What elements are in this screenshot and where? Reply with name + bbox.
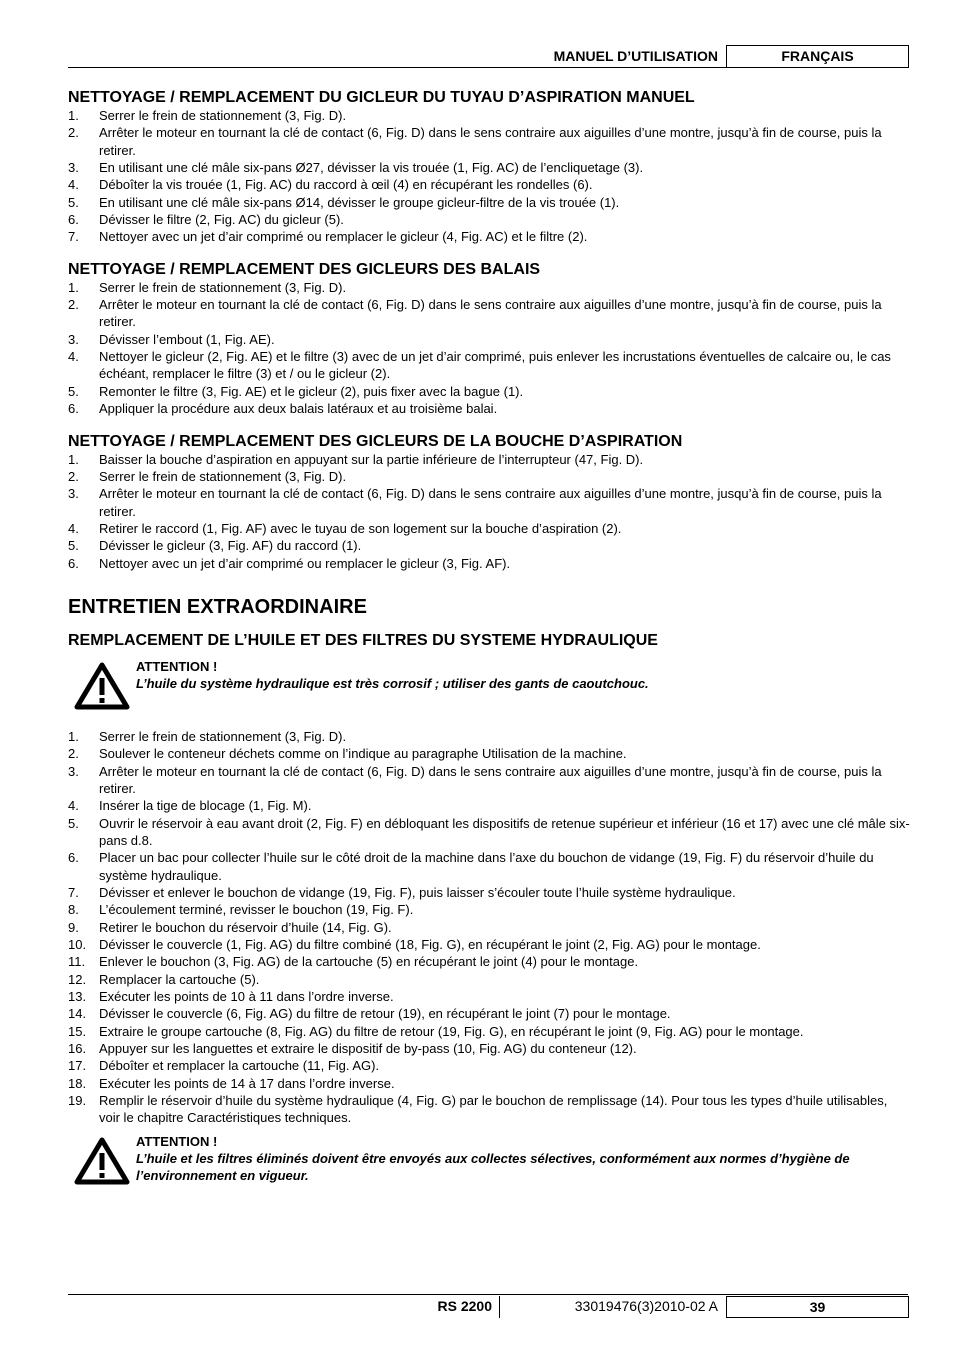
step-text: Arrêter le moteur en tournant la clé de contact (6, Fig. D) dans le sens contraire aux aiguilles d’une montre, jusqu’à fin de course, puis la retirer. [99, 763, 882, 796]
step-text: Serrer le frein de stationnement (3, Fig. D). [99, 279, 347, 295]
step-number: 3. [68, 331, 79, 347]
step-text: Dévisser le couvercle (1, Fig. AG) du filtre combiné (18, Fig. G), en récupérant le joint (2, Fig. AG) pour le montage. [99, 937, 761, 953]
step-number: 5. [68, 815, 79, 831]
step-number: 18. [68, 1075, 87, 1091]
step-text: Dévisser le filtre (2, Fig. AC) du gicleur (5). [99, 212, 344, 228]
step-text: Serrer le frein de stationnement (3, Fig. D). [99, 728, 347, 744]
list-item [68, 537, 910, 554]
step-text: Dévisser le couvercle (6, Fig. AG) du filtre de retour (19), en récupérant le joint (7) pour le montage. [99, 1006, 671, 1022]
list-item [68, 485, 910, 520]
step-number: 14. [68, 1006, 87, 1022]
step-text: Appuyer sur les languettes et extraire le dispositif de by-pass (10, Fig. AG) du conteneur (12). [99, 1041, 637, 1057]
list-item [68, 988, 910, 1005]
step-number: 1. [68, 279, 79, 295]
list-item [68, 228, 910, 245]
warning-text: L’huile et les filtres éliminés doivent être envoyés aux collectes sélectives, conformément aux normes d’hygiène de l’environnement en vigueur. [136, 1150, 850, 1184]
step-text: Ouvrir le réservoir à eau avant droit (2, Fig. F) en débloquant les dispositifs de retenue supérieur et inférieur (16 et 17) avec une clé mâle six-pans d.8. [99, 815, 910, 848]
step-text: Remplacer la cartouche (5). [99, 971, 260, 987]
step-number: 6. [68, 850, 79, 866]
warning-triangle-icon [74, 1137, 130, 1185]
list-item [68, 555, 910, 572]
warning-text: L’huile du système hydraulique est très corrosif ; utiliser des gants de caoutchouc. [136, 675, 649, 691]
step-number: 3. [68, 763, 79, 779]
step-list [68, 728, 910, 1127]
warning-title: ATTENTION ! [136, 1133, 218, 1149]
step-text: Baisser la bouche d’aspiration en appuyant sur la partie inférieure de l’interrupteur (47, Fig. D). [99, 451, 644, 467]
step-number: 5. [68, 194, 79, 210]
list-item [68, 797, 910, 814]
list-item [68, 953, 910, 970]
list-item [68, 520, 910, 537]
list-item [68, 279, 910, 296]
step-text: En utilisant une clé mâle six-pans Ø27, dévisser la vis trouée (1, Fig. AC) de l’encliquetage (3). [99, 160, 644, 176]
step-number: 5. [68, 538, 79, 554]
step-number: 1. [68, 108, 79, 123]
step-text: Serrer le frein de stationnement (3, Fig. D). [99, 468, 347, 484]
list-item [68, 919, 910, 936]
list-item [68, 124, 910, 159]
step-list [68, 451, 910, 572]
step-text: Remonter le filtre (3, Fig. AE) et le gicleur (2), puis fixer avec la bague (1). [99, 383, 524, 399]
list-item [68, 745, 910, 762]
step-text: Retirer le raccord (1, Fig. AF) avec le tuyau de son logement sur la bouche d’aspiration (2). [99, 520, 622, 536]
header-language: FRANÇAIS [726, 45, 909, 68]
step-number: 2. [68, 297, 79, 313]
step-text: Arrêter le moteur en tournant la clé de contact (6, Fig. D) dans le sens contraire aux aiguilles d’une montre, jusqu’à fin de course, puis la retirer. [99, 486, 882, 519]
section-title: NETTOYAGE / REMPLACEMENT DES GICLEURS DES BALAIS [68, 260, 541, 278]
list-item [68, 468, 910, 485]
step-text: Remplir le réservoir d’huile du système hydraulique (4, Fig. G) par le bouchon de remplissage (14). Pour tous les types d’huile utilisables, voir le chapitre Caractéristiques techniques. [99, 1093, 888, 1126]
step-number: 2. [68, 746, 79, 762]
list-item [68, 815, 910, 850]
step-text: Appliquer la procédure aux deux balais latéraux et au troisième balai. [99, 401, 498, 417]
step-text: Déboîter la vis trouée (1, Fig. AC) du raccord à œil (4) en récupérant les rondelles (6). [99, 177, 593, 193]
step-number: 3. [68, 486, 79, 502]
list-item [68, 194, 910, 211]
list-item [68, 1005, 910, 1022]
step-list [68, 107, 910, 246]
step-number: 4. [68, 798, 79, 814]
step-number: 13. [68, 989, 87, 1005]
step-number: 3. [68, 160, 79, 176]
list-item [68, 383, 910, 400]
footer-rule [68, 1294, 908, 1295]
step-text: L’écoulement terminé, revisser le bouchon (19, Fig. F). [99, 902, 414, 918]
section-title: NETTOYAGE / REMPLACEMENT DU GICLEUR DU TUYAU D’ASPIRATION MANUEL [68, 89, 695, 106]
step-number: 7. [68, 885, 79, 900]
list-item [68, 1040, 910, 1057]
step-number: 1. [68, 728, 79, 744]
list-item [68, 296, 910, 331]
list-item [68, 971, 910, 988]
list-item [68, 400, 910, 417]
step-text: En utilisant une clé mâle six-pans Ø14, dévisser le groupe gicleur-filtre de la vis trouée (1). [99, 194, 620, 210]
list-item [68, 451, 910, 468]
list-item [68, 211, 910, 228]
warning-box [68, 1133, 910, 1191]
step-number: 19. [68, 1093, 87, 1109]
step-number: 7. [68, 229, 79, 245]
footer-reference: 33019476(3)2010-02 A [574, 1298, 718, 1314]
step-number: 9. [68, 919, 79, 935]
list-item [68, 728, 910, 745]
header-manual-title: MANUEL D’UTILISATION [553, 48, 718, 64]
step-number: 6. [68, 212, 79, 228]
step-text: Exécuter les points de 14 à 17 dans l’ordre inverse. [99, 1075, 395, 1091]
step-number: 12. [68, 971, 87, 987]
step-list [68, 279, 910, 418]
step-number: 4. [68, 349, 79, 365]
list-item [68, 107, 910, 124]
page-content [68, 88, 910, 1191]
step-number: 4. [68, 177, 79, 193]
step-text: Soulever le conteneur déchets comme on l’indique au paragraphe Utilisation de la machine. [99, 746, 627, 762]
step-text: Dévisser le gicleur (3, Fig. AF) du raccord (1). [99, 538, 362, 554]
step-text: Dévisser et enlever le bouchon de vidange (19, Fig. F), puis laisser s’écouler toute l’huile système hydraulique. [99, 885, 736, 900]
page-number: 39 [726, 1296, 909, 1318]
list-item [68, 936, 910, 953]
step-number: 8. [68, 902, 79, 918]
list-item [68, 884, 910, 901]
step-text: Extraire le groupe cartouche (8, Fig. AG) du filtre de retour (19, Fig. G), en récupérant le joint (9, Fig. AG) pour le montage. [99, 1023, 804, 1039]
list-item [68, 763, 910, 798]
section-title: NETTOYAGE / REMPLACEMENT DES GICLEURS DE LA BOUCHE D’ASPIRATION [68, 432, 683, 450]
step-text: Arrêter le moteur en tournant la clé de contact (6, Fig. D) dans le sens contraire aux aiguilles d’une montre, jusqu’à fin de course, puis la retirer. [99, 297, 882, 330]
step-number: 15. [68, 1023, 87, 1039]
chapter-title: ENTRETIEN EXTRAORDINAIRE [68, 595, 367, 618]
list-item [68, 1075, 910, 1092]
list-item [68, 849, 910, 884]
list-item [68, 348, 910, 383]
step-text: Retirer le bouchon du réservoir d’huile (14, Fig. G). [99, 919, 392, 935]
list-item [68, 176, 910, 193]
step-text: Nettoyer le gicleur (2, Fig. AE) et le filtre (3) avec de un jet d’air comprimé, puis enlever les incrustations éventuelles de calcaire ou, le cas échéant, remplacer le filtre (3) et / ou le gicleur (2). [99, 349, 891, 382]
step-text: Enlever le bouchon (3, Fig. AG) de la cartouche (5) en récupérant le joint (4) pour le montage. [99, 954, 639, 970]
step-number: 4. [68, 520, 79, 536]
step-text: Arrêter le moteur en tournant la clé de contact (6, Fig. D) dans le sens contraire aux aiguilles d’une montre, jusqu’à fin de course, puis la retirer. [99, 125, 882, 158]
step-text: Déboîter et remplacer la cartouche (11, Fig. AG). [99, 1058, 380, 1074]
step-number: 17. [68, 1058, 87, 1074]
list-item [68, 331, 910, 348]
list-item [68, 901, 910, 918]
step-text: Exécuter les points de 10 à 11 dans l’ordre inverse. [99, 989, 394, 1005]
list-item [68, 1057, 910, 1074]
step-number: 6. [68, 401, 79, 417]
footer-model: RS 2200 [437, 1298, 492, 1314]
step-text: Nettoyer avec un jet d’air comprimé ou remplacer le gicleur (4, Fig. AC) et le filtre (2). [99, 229, 588, 245]
header-rule [68, 67, 908, 68]
list-item [68, 159, 910, 176]
step-text: Dévisser l’embout (1, Fig. AE). [99, 331, 275, 347]
warning-triangle-icon [74, 662, 130, 710]
step-number: 5. [68, 383, 79, 399]
step-number: 6. [68, 555, 79, 571]
list-item [68, 1092, 910, 1127]
step-number: 11. [68, 954, 86, 970]
step-number: 2. [68, 125, 79, 141]
step-number: 10. [68, 937, 87, 953]
step-number: 1. [68, 451, 79, 467]
step-text: Placer un bac pour collecter l’huile sur le côté droit de la machine dans l’axe du bouchon de vidange (19, Fig. F) du réservoir d’huile du système hydraulique. [99, 850, 874, 883]
step-text: Serrer le frein de stationnement (3, Fig. D). [99, 108, 347, 123]
warning-title: ATTENTION ! [136, 658, 218, 674]
step-text: Insérer la tige de blocage (1, Fig. M). [99, 798, 312, 814]
list-item [68, 1023, 910, 1040]
warning-box [68, 658, 910, 716]
step-number: 2. [68, 468, 79, 484]
step-text: Nettoyer avec un jet d’air comprimé ou remplacer le gicleur (3, Fig. AF). [99, 555, 511, 571]
section-title: REMPLACEMENT DE L’HUILE ET DES FILTRES DU SYSTEME HYDRAULIQUE [68, 631, 658, 649]
step-number: 16. [68, 1041, 87, 1057]
